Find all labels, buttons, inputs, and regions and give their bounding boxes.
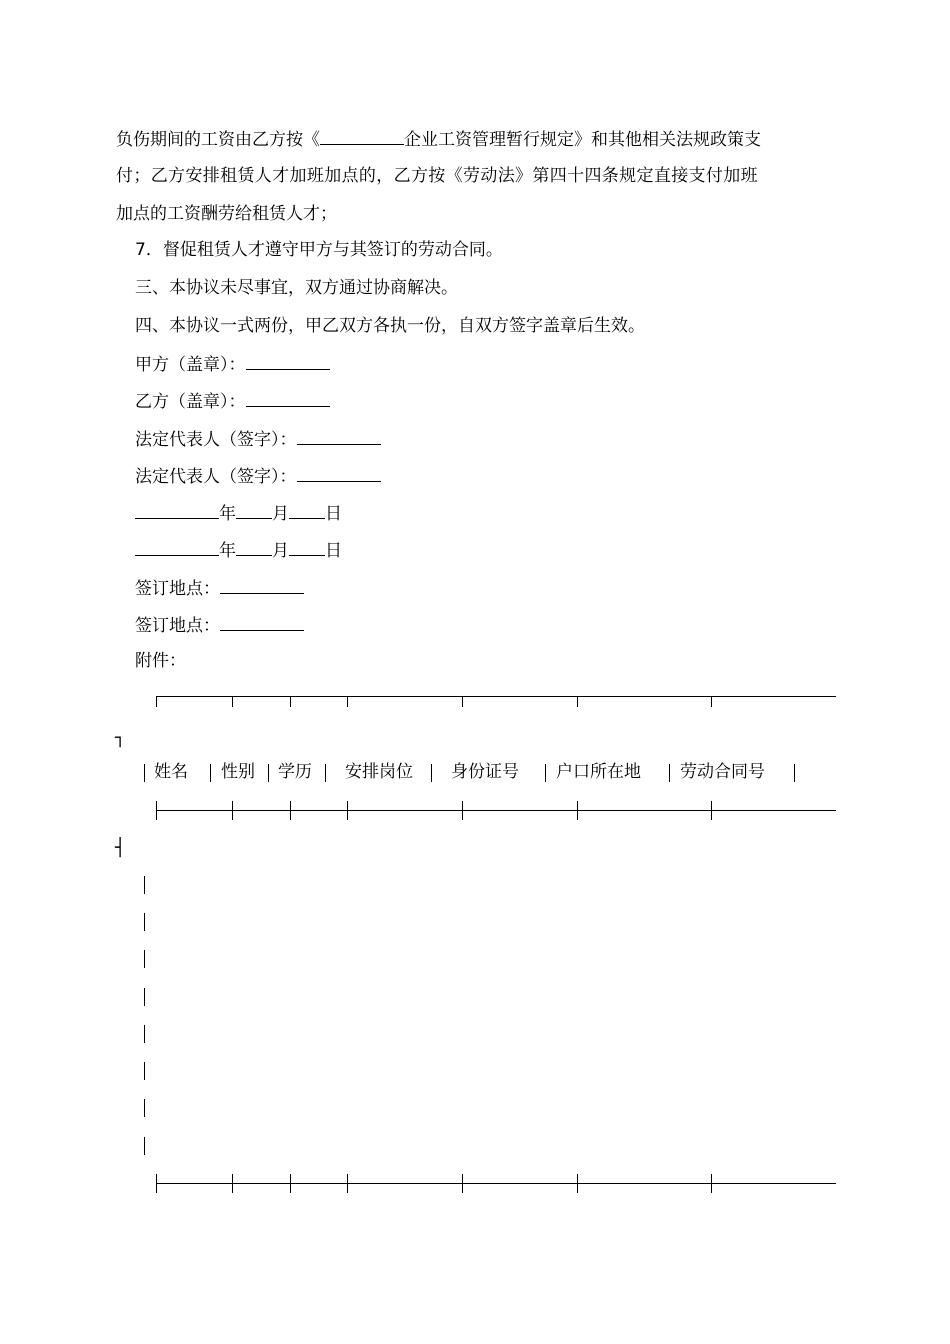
rep-a-blank: [297, 428, 381, 445]
header-contract-number: 劳动合同号: [680, 762, 765, 782]
bottom-tick: [462, 1174, 463, 1193]
party-b-seal: [135, 390, 330, 412]
bottom-tick: [156, 1174, 157, 1193]
date-a-year: 年: [219, 504, 236, 524]
top-tick: [156, 696, 157, 707]
paragraph-line-1: [116, 128, 836, 150]
table-bottom-border: [156, 1183, 836, 1184]
mid-tick: [711, 801, 712, 820]
date-b-year: 年: [219, 541, 236, 561]
rep-a-label: 法定代表人（签字）：: [135, 430, 297, 450]
header-position: 安排岗位: [345, 762, 413, 782]
rep-b-label: 法定代表人（签字）：: [135, 467, 297, 487]
party-a-label: 甲方（盖章）：: [135, 355, 246, 375]
body-row-bar: [144, 1099, 145, 1117]
bottom-tick: [347, 1174, 348, 1193]
body-row-bar: [144, 1025, 145, 1043]
mid-tick: [290, 801, 291, 820]
date-a-day: 日: [325, 504, 342, 524]
place-b: [135, 614, 304, 636]
party-a-blank: [246, 353, 330, 370]
top-tick: [462, 696, 463, 707]
date-b-month: 月: [272, 541, 289, 561]
mid-tick: [156, 801, 157, 820]
body-row-bar: [144, 950, 145, 968]
header-divider: [431, 764, 432, 782]
body-row-bar: [144, 988, 145, 1006]
rep-a-sign: [135, 428, 381, 450]
table-corner-mid: ┤: [115, 838, 126, 858]
place-b-label: 签订地点：: [135, 616, 220, 636]
top-tick: [347, 696, 348, 707]
header-divider: [794, 764, 795, 782]
header-divider: [144, 764, 145, 782]
header-divider: [325, 764, 326, 782]
paragraph-line-2: 付；乙方安排租赁人才加班加点的，乙方按《劳动法》第四十四条规定直接支付加班: [116, 166, 758, 186]
body-row-bar: [144, 876, 145, 894]
party-a-seal: [135, 353, 330, 375]
place-a: [135, 577, 304, 599]
clause-4: 四、本协议一式两份，甲乙双方各执一份，自双方签字盖章后生效。: [135, 316, 645, 336]
date-a-month: 月: [272, 504, 289, 524]
bottom-tick: [577, 1174, 578, 1193]
mid-tick: [577, 801, 578, 820]
header-divider: [545, 764, 546, 782]
blank-enterprise: [320, 128, 404, 145]
table-mid-border: [156, 810, 836, 811]
paragraph-line-3: 加点的工资酬劳给租赁人才；: [116, 204, 337, 224]
top-tick: [290, 696, 291, 707]
date-b-month-blank: [236, 539, 272, 556]
party-b-blank: [246, 390, 330, 407]
header-education: 学历: [278, 762, 312, 782]
date-a-year-blank: [135, 502, 219, 519]
top-tick: [232, 696, 233, 707]
date-b-year-blank: [135, 539, 219, 556]
header-name: 姓名: [154, 762, 188, 782]
bottom-tick: [232, 1174, 233, 1193]
bottom-tick: [711, 1174, 712, 1193]
top-tick: [577, 696, 578, 707]
mid-tick: [462, 801, 463, 820]
date-a-day-blank: [289, 502, 325, 519]
top-tick: [711, 696, 712, 707]
place-b-blank: [220, 614, 304, 631]
mid-tick: [232, 801, 233, 820]
clause-7: 7．督促租赁人才遵守甲方与其签订的劳动合同。: [135, 240, 503, 260]
date-b: [135, 539, 342, 561]
date-a: [135, 502, 342, 524]
body-row-bar: [144, 1137, 145, 1155]
place-a-label: 签订地点：: [135, 579, 220, 599]
header-household: 户口所在地: [556, 762, 641, 782]
party-b-label: 乙方（盖章）：: [135, 392, 246, 412]
attachment-label: 附件：: [135, 651, 186, 671]
paragraph-line-1-text: [116, 128, 761, 150]
body-row-bar: [144, 1062, 145, 1080]
rep-b-sign: [135, 465, 381, 487]
rep-b-blank: [297, 465, 381, 482]
header-divider: [268, 764, 269, 782]
date-b-day: 日: [325, 541, 342, 561]
mid-tick: [347, 801, 348, 820]
header-id-number: 身份证号: [451, 762, 519, 782]
line1-post: 企业工资管理暂行规定》和其他相关法规政策支: [404, 130, 761, 150]
line1-pre: 负伤期间的工资由乙方按《: [116, 130, 320, 150]
date-a-month-blank: [236, 502, 272, 519]
place-a-blank: [220, 577, 304, 594]
header-divider: [669, 764, 670, 782]
table-top-border: [156, 696, 836, 697]
body-row-bar: [144, 913, 145, 931]
table-corner-top: ┐: [115, 728, 126, 748]
bottom-tick: [290, 1174, 291, 1193]
header-gender: 性别: [221, 762, 255, 782]
date-b-day-blank: [289, 539, 325, 556]
clause-3: 三、本协议未尽事宜，双方通过协商解决。: [135, 278, 458, 298]
header-divider: [210, 764, 211, 782]
